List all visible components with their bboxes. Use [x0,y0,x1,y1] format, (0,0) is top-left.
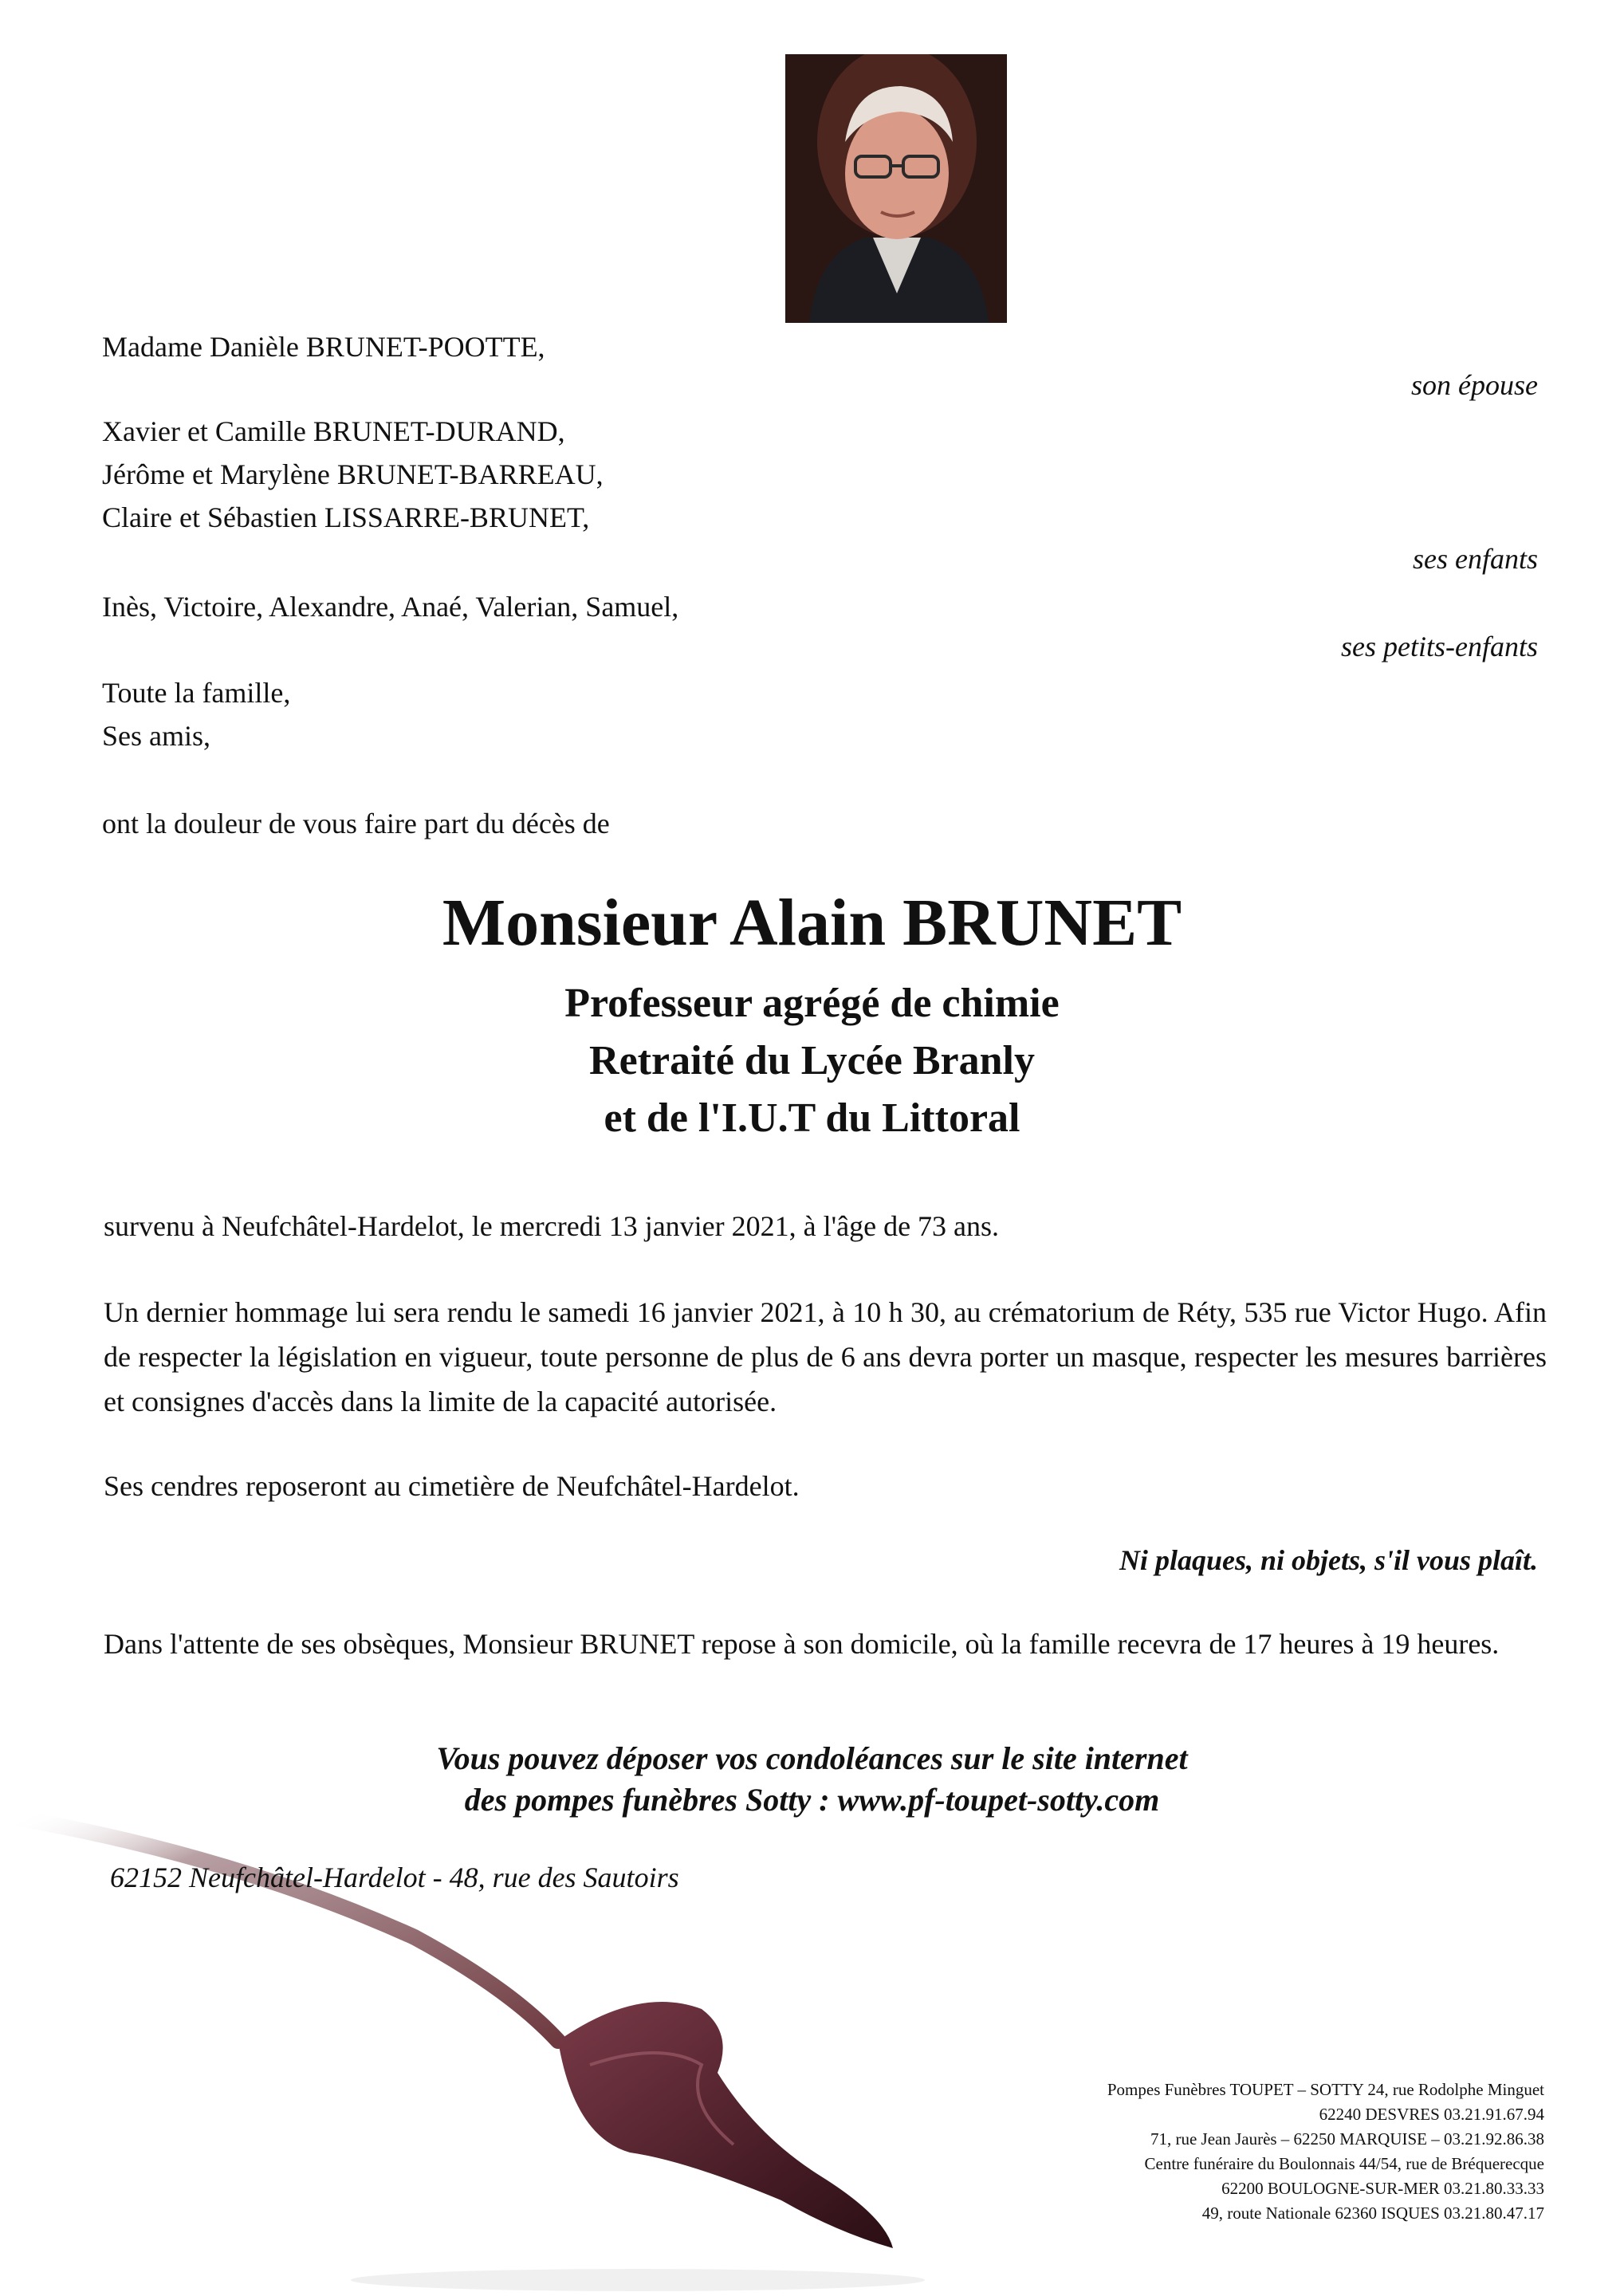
portrait-photo [785,54,1007,323]
funeral-home-line-3: 71, rue Jean Jaurès – 62250 MARQUISE – 03.21.92.86.38 [1150,2129,1544,2149]
condolences-line-1: Vous pouvez déposer vos condoléances sur le site internet [436,1740,1188,1776]
funeral-home-line-4: Centre funéraire du Boulonnais 44/54, rue de Bréquerecque [1144,2154,1544,2173]
funeral-home-line-2: 62240 DESVRES 03.21.91.67.94 [1319,2105,1544,2124]
deceased-title-1: Professeur agrégé de chimie [564,981,1060,1026]
announcement: ont la douleur de vous faire part du décès de [102,808,610,839]
ceremony-paragraph: Un dernier hommage lui sera rendu le samedi 16 janvier 2021, à 10 h 30, au crématorium de Réty, 535 rue Victor Hugo. Afin de respecter la législation en vigueur, toute personne de plus de 6 ans devra porter un masque, respecter les mesures barrières et consignes d'accès dans la limite de la capacité autorisée. [104,1296,1547,1417]
no-flowers-notice: Ni plaques, ni objets, s'il vous plaît. [1119,1544,1538,1576]
spouse-role: son épouse [1411,369,1538,401]
funeral-home-info [1107,2078,1544,2226]
deceased-name: Monsieur Alain BRUNET [442,886,1182,960]
grandchildren-role: ses petits-enfants [1341,631,1538,662]
deceased-title-3: et de l'I.U.T du Littoral [604,1095,1020,1141]
child-1: Xavier et Camille BRUNET-DURAND, [102,415,565,447]
funeral-home-line-1: Pompes Funèbres TOUPET – SOTTY 24, rue Rodolphe Minguet [1107,2080,1544,2099]
deceased-title-2: Retraité du Lycée Branly [589,1038,1035,1083]
ashes-notice: Ses cendres reposeront au cimetière de Neufchâtel-Hardelot. [104,1470,800,1502]
family-others-1: Toute la famille, [102,677,291,709]
child-2: Jérôme et Marylène BRUNET-BARREAU, [102,458,604,490]
death-notice: survenu à Neufchâtel-Hardelot, le mercredi 13 janvier 2021, à l'âge de 73 ans. [104,1210,1000,1242]
spouse-name: Madame Danièle BRUNET-POOTTE, [102,331,545,363]
rest-notice: Dans l'attente de ses obsèques, Monsieur BRUNET repose à son domicile, où la famille recevra de 17 heures à 19 heures. [104,1628,1500,1660]
portrait-illustration [785,54,1007,323]
grandchildren-names: Inès, Victoire, Alexandre, Anaé, Valerian, Samuel, [102,591,679,623]
child-3: Claire et Sébastien LISSARRE-BRUNET, [102,501,590,533]
condolences-line-2: des pompes funèbres Sotty : www.pf-toupet-sotty.com [464,1782,1160,1818]
funeral-home-line-6: 49, route Nationale 62360 ISQUES 03.21.80.47.17 [1201,2204,1544,2223]
home-address: 62152 Neufchâtel-Hardelot - 48, rue des Sautoirs [110,1862,679,1893]
family-others-2: Ses amis, [102,720,211,752]
children-role: ses enfants [1413,543,1538,575]
funeral-home-line-5: 62200 BOULOGNE-SUR-MER 03.21.80.33.33 [1221,2179,1544,2198]
